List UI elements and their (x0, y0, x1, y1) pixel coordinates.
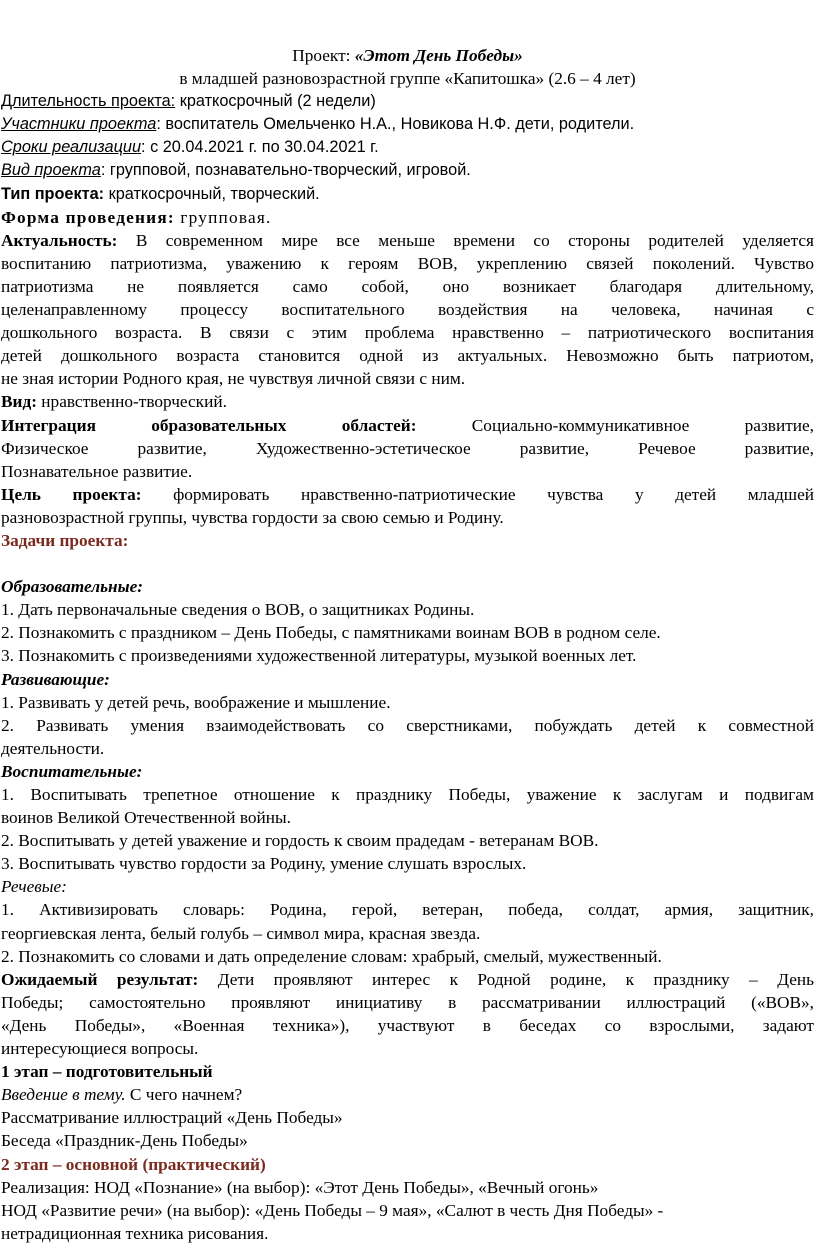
participants-label: Участники проекта (1, 115, 157, 134)
participants-value: : воспитатель Омельченко Н.А., Новикова Н.Ф. дети, родители. (156, 115, 635, 134)
result-value: Дети проявляют интерес к Родной родине, к празднику – День (198, 969, 815, 989)
developing-item-2-line-2: деятельности. (1, 738, 105, 758)
speech-item-1-line-1: 1. Активизировать словарь: Родина, герой, ветеран, победа, солдат, армия, защитник, (1, 900, 814, 920)
developing-item-2-line-1: 2. Развивать умения взаимодействовать со сверстниками, побуждать детей к совместной (1, 715, 814, 735)
integration-line-1 (1, 414, 814, 437)
stage2-item-2-line-1: НОД «Развитие речи» (на выбор): «День Победы – 9 мая», «Салют в честь Дня Победы» - (1, 1200, 664, 1220)
integration-value: Социально-коммуникативное развитие, (416, 415, 814, 435)
type-line (1, 183, 814, 206)
developing-item-1: 1. Развивать у детей речь, воображение и мышление. (1, 692, 391, 712)
type-value: краткосрочный, творческий. (104, 184, 320, 203)
kind-line (1, 159, 814, 182)
relevance-line-7: не зная истории Родного края, не чувствуя личной связи с ним. (1, 369, 466, 389)
upbringing-item-1-line-1: 1. Воспитывать трепетное отношение к празднику Победы, уважение к заслугам и подвигам (1, 785, 814, 804)
goal-label: Цель проекта: (1, 484, 142, 504)
relevance-line-5: дошкольного возраста. В связи с этим проблема нравственно – патриотического воспитания (1, 323, 814, 343)
speech-item-2: 2. Познакомить со словами и дать определение словам: храбрый, смелый, мужественный. (1, 946, 662, 966)
relevance-line-2: воспитанию патриотизма, уважению к героям ВОВ, укреплению связей поколений. Чувство (1, 253, 814, 273)
group-line: в младшей разновозрастной группе «Капитошка» (2.6 – 4 лет) (179, 69, 636, 89)
spacer (1, 552, 814, 575)
duration-label: Длительность проекта: (1, 92, 176, 111)
stage1-item-1: Рассматривание иллюстраций «День Победы» (1, 1108, 343, 1128)
form-label: Форма проведения: (1, 207, 175, 227)
integration-line-2: Физическое развитие, Художественно-эстетическое развитие, Речевое развитие, (1, 438, 814, 458)
developing-heading: Развивающие: (1, 669, 110, 689)
stage1-heading: 1 этап – подготовительный (1, 1062, 213, 1082)
speech-heading: Речевые: (1, 877, 67, 897)
participants-line (1, 113, 814, 136)
stage1-intro-label: Введение в тему. (1, 1085, 126, 1105)
goal-line-2: разновозрастной группы, чувства гордости за свою семью и Родину. (1, 507, 504, 527)
speech-item-1-line-2: георгиевская лента, белый голубь – символ мира, красная звезда. (1, 923, 481, 943)
educational-item-2: 2. Познакомить с праздником – День Победы, с памятниками воинам ВОВ в родном селе. (1, 623, 661, 643)
upbringing-item-1-line-2: воинов Великой Отечественной войны. (1, 808, 291, 828)
stage1-intro-value: С чего начнем? (125, 1085, 243, 1105)
result-line-3: «День Победы», «Военная техника»), участвуют в беседах со взрослыми, задают (1, 1015, 814, 1035)
relevance-line-6: детей дошкольного возраста становится одной из актуальных. Невозможно быть патриотом, (1, 346, 814, 366)
project-title: «Этот День Победы» (354, 46, 523, 65)
stage2-item-1: Реализация: НОД «Познание» (на выбор): «Этот День Победы», «Вечный огонь» (1, 1177, 599, 1197)
relevance-line-1 (1, 229, 814, 252)
terms-line (1, 136, 814, 159)
upbringing-item-3: 3. Воспитывать чувство гордости за Родину, умение слушать взрослых. (1, 854, 527, 874)
upbringing-item-2: 2. Воспитывать у детей уважение и гордость к своим прадедам - ветеранам ВОВ. (1, 831, 599, 851)
kind-label: Вид проекта (1, 161, 101, 180)
result-label: Ожидаемый результат: (1, 969, 199, 989)
upbringing-heading: Воспитательные: (1, 761, 143, 781)
view-label: Вид: (1, 392, 37, 412)
view-value: нравственно-творческий. (36, 392, 227, 412)
duration-line (1, 90, 814, 113)
educational-item-1: 1. Дать первоначальные сведения о ВОВ, о защитниках Родины. (1, 600, 475, 620)
view-line (1, 390, 814, 413)
stage2-item-2-line-2: нетрадиционная техника рисования. (1, 1223, 269, 1243)
relevance-text: В современном мире все меньше времени со стороны родителей уделяется (117, 230, 814, 250)
project-prefix: Проект: (292, 46, 355, 65)
duration-value: краткосрочный (2 недели) (175, 92, 376, 111)
result-line-1 (1, 968, 814, 991)
educational-item-3: 3. Познакомить с произведениями художественной литературы, музыкой военных лет. (1, 646, 637, 666)
result-line-2: Победы; самостоятельно проявляют инициативу в рассматривании иллюстраций («ВОВ», (1, 992, 814, 1012)
type-label: Тип проекта: (1, 184, 105, 203)
integration-label: Интеграция образовательных областей: (1, 415, 417, 435)
form-line (1, 206, 814, 229)
stage2-heading: 2 этап – основной (практический) (1, 1154, 266, 1174)
terms-value: : с 20.04.2021 г. по 30.04.2021 г. (141, 138, 379, 157)
goal-value: формировать нравственно-патриотические чувства у детей младшей (141, 484, 814, 504)
project-title-line (1, 44, 814, 67)
tasks-heading: Задачи проекта: (1, 530, 129, 550)
educational-heading: Образовательные: (1, 577, 144, 597)
form-value: групповая. (174, 207, 272, 227)
terms-label: Сроки реализации (1, 138, 142, 157)
relevance-line-4: целенаправленному процессу воспитательного воздействия на человека, начиная с (1, 300, 814, 320)
stage1-intro (1, 1083, 814, 1106)
kind-value: : групповой, познавательно-творческий, игровой. (100, 161, 471, 180)
goal-line-1 (1, 483, 814, 506)
integration-line-3: Познавательное развитие. (1, 461, 193, 481)
result-line-4: интересующиеся вопросы. (1, 1039, 199, 1059)
relevance-line-3: патриотизма не появляется само собой, оно возникает благодаря длительному, (1, 276, 814, 296)
relevance-label: Актуальность: (1, 230, 118, 250)
stage1-item-2: Беседа «Праздник-День Победы» (1, 1131, 248, 1151)
